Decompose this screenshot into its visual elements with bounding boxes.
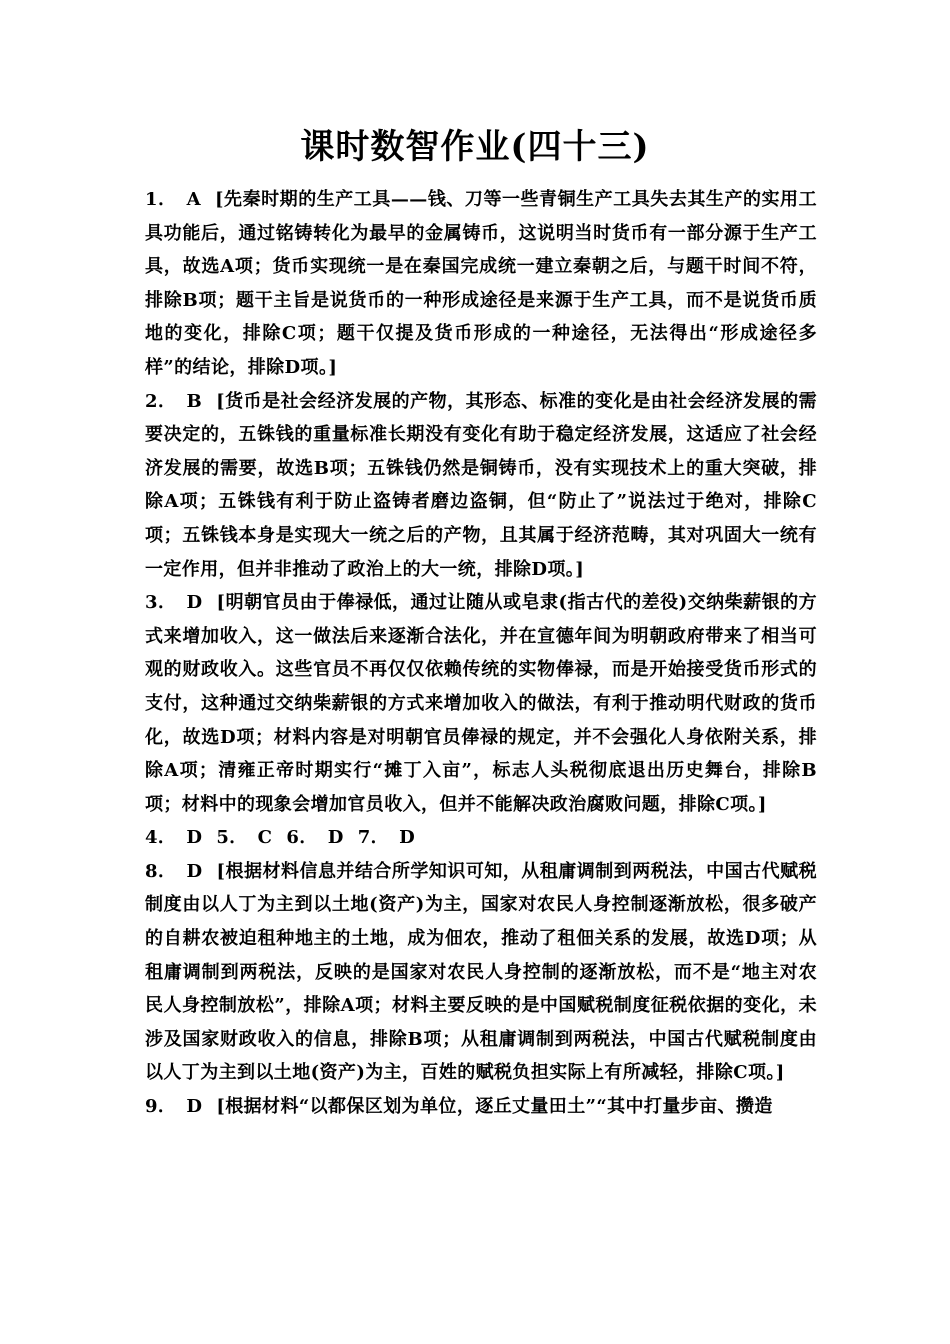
answer-letter: A [186, 189, 201, 210]
explanation-text: [根据材料“以都保区划为单位，逐丘丈量田土”“其中打量步亩、攒造 [216, 1096, 773, 1118]
question-number: 9． [145, 1096, 177, 1118]
answer-letter: C [257, 827, 273, 849]
question-number: 4． [145, 827, 177, 849]
explanation-text: [明朝官员由于俸禄低，通过让随从或皂隶(指古代的差役)交纳柴薪银的方式来增加收入，这一做法后来逐渐合法化，并在宣德年间为明朝政府带来了相当可观的财政收入。这些官员不再仅仅依赖传统的实物俸禄，而是开始接受货币形式的支付，这种通过交纳柴薪银的方式来增加收入的做法，有利于推动明代财政的货币化，故选D项；材料内容是对明朝官员俸禄的规定，并不会强化人身依附关系，排除A项；清雍正帝时期实行“摊丁入亩”，标志人头税彻底退出历史舞台，排除B项；材料中的现象会增加官员收入，但并不能解决政治腐败问题，排除C项。] [145, 592, 817, 815]
explanation-text: [货币是社会经济发展的产物，其形态、标准的变化是由社会经济发展的需要决定的，五铢钱的重量标准长期没有变化有助于稳定经济发展，这适应了社会经济发展的需要，故选B项；五铢钱仍然是铜铸币，没有实现技术上的重大突破，排除A项；五铢钱有利于防止盗铸者磨边盗铜，但“防止了”说法过于绝对，排除C项；五铢钱本身是实现大一统之后的产物，且其属于经济范畴，其对巩固大一统有一定作用，但并非推动了政治上的大一统，排除D项。] [145, 390, 818, 580]
question-number: 5． [216, 827, 248, 849]
question-number: 1． [145, 189, 177, 210]
answer-letter: D [186, 860, 203, 882]
page-title: 课时数智作业(四十三) [300, 127, 650, 167]
answer-item-8 [145, 855, 817, 1090]
question-number: 6． [286, 827, 318, 849]
answer-letter: D [399, 827, 416, 849]
question-number: 8． [145, 860, 177, 882]
answer-item-1 [145, 183, 817, 385]
answer-letter: B [186, 390, 203, 412]
answer-body [145, 183, 817, 1124]
short-answers-row [145, 821, 817, 855]
answer-letter: D [186, 827, 203, 849]
question-number: 3． [145, 592, 177, 614]
answer-item-3 [145, 586, 817, 821]
explanation-text: [根据材料信息并结合所学知识可知，从租庸调制到两税法，中国古代赋税制度由以人丁为主到以土地(资产)为主，国家对农民人身控制逐渐放松，很多破产的自耕农被迫租种地主的土地，成为佃农，推动了租佃关系的发展，故选D项；从租庸调制到两税法，反映的是国家对农民人身控制的逐渐放松，而不是“地主对农民人身控制放松”，排除A项；材料主要反映的是中国赋税制度征税依据的变化，未涉及国家财政收入的信息，排除B项；从租庸调制到两税法，中国古代赋税制度由以人丁为主到以土地(资产)为主，百姓的赋税负担实际上有所减轻，排除C项。] [145, 860, 817, 1084]
explanation-text: [先秦时期的生产工具——钱、刀等一些青铜生产工具失去其生产的实用工具功能后，通过铭铸转化为最早的金属铸币，这说明当时货币有一部分源于生产工具，故选A项；货币实现统一是在秦国完成统一建立秦朝之后，与题干时间不符，排除B项；题干主旨是说货币的一种形成途径是来源于生产工具，而不是说货币质地的变化，排除C项；题干仅提及货币形成的一种途径，无法得出“形成途径多样”的结论，排除D项。] [145, 189, 817, 378]
question-number: 7． [357, 827, 390, 849]
answer-item-2 [145, 385, 817, 587]
answer-letter: D [186, 1096, 203, 1118]
answer-letter: D [186, 592, 203, 614]
answer-letter: D [327, 827, 344, 849]
question-number: 2． [145, 390, 177, 412]
answer-item-9 [145, 1090, 817, 1124]
